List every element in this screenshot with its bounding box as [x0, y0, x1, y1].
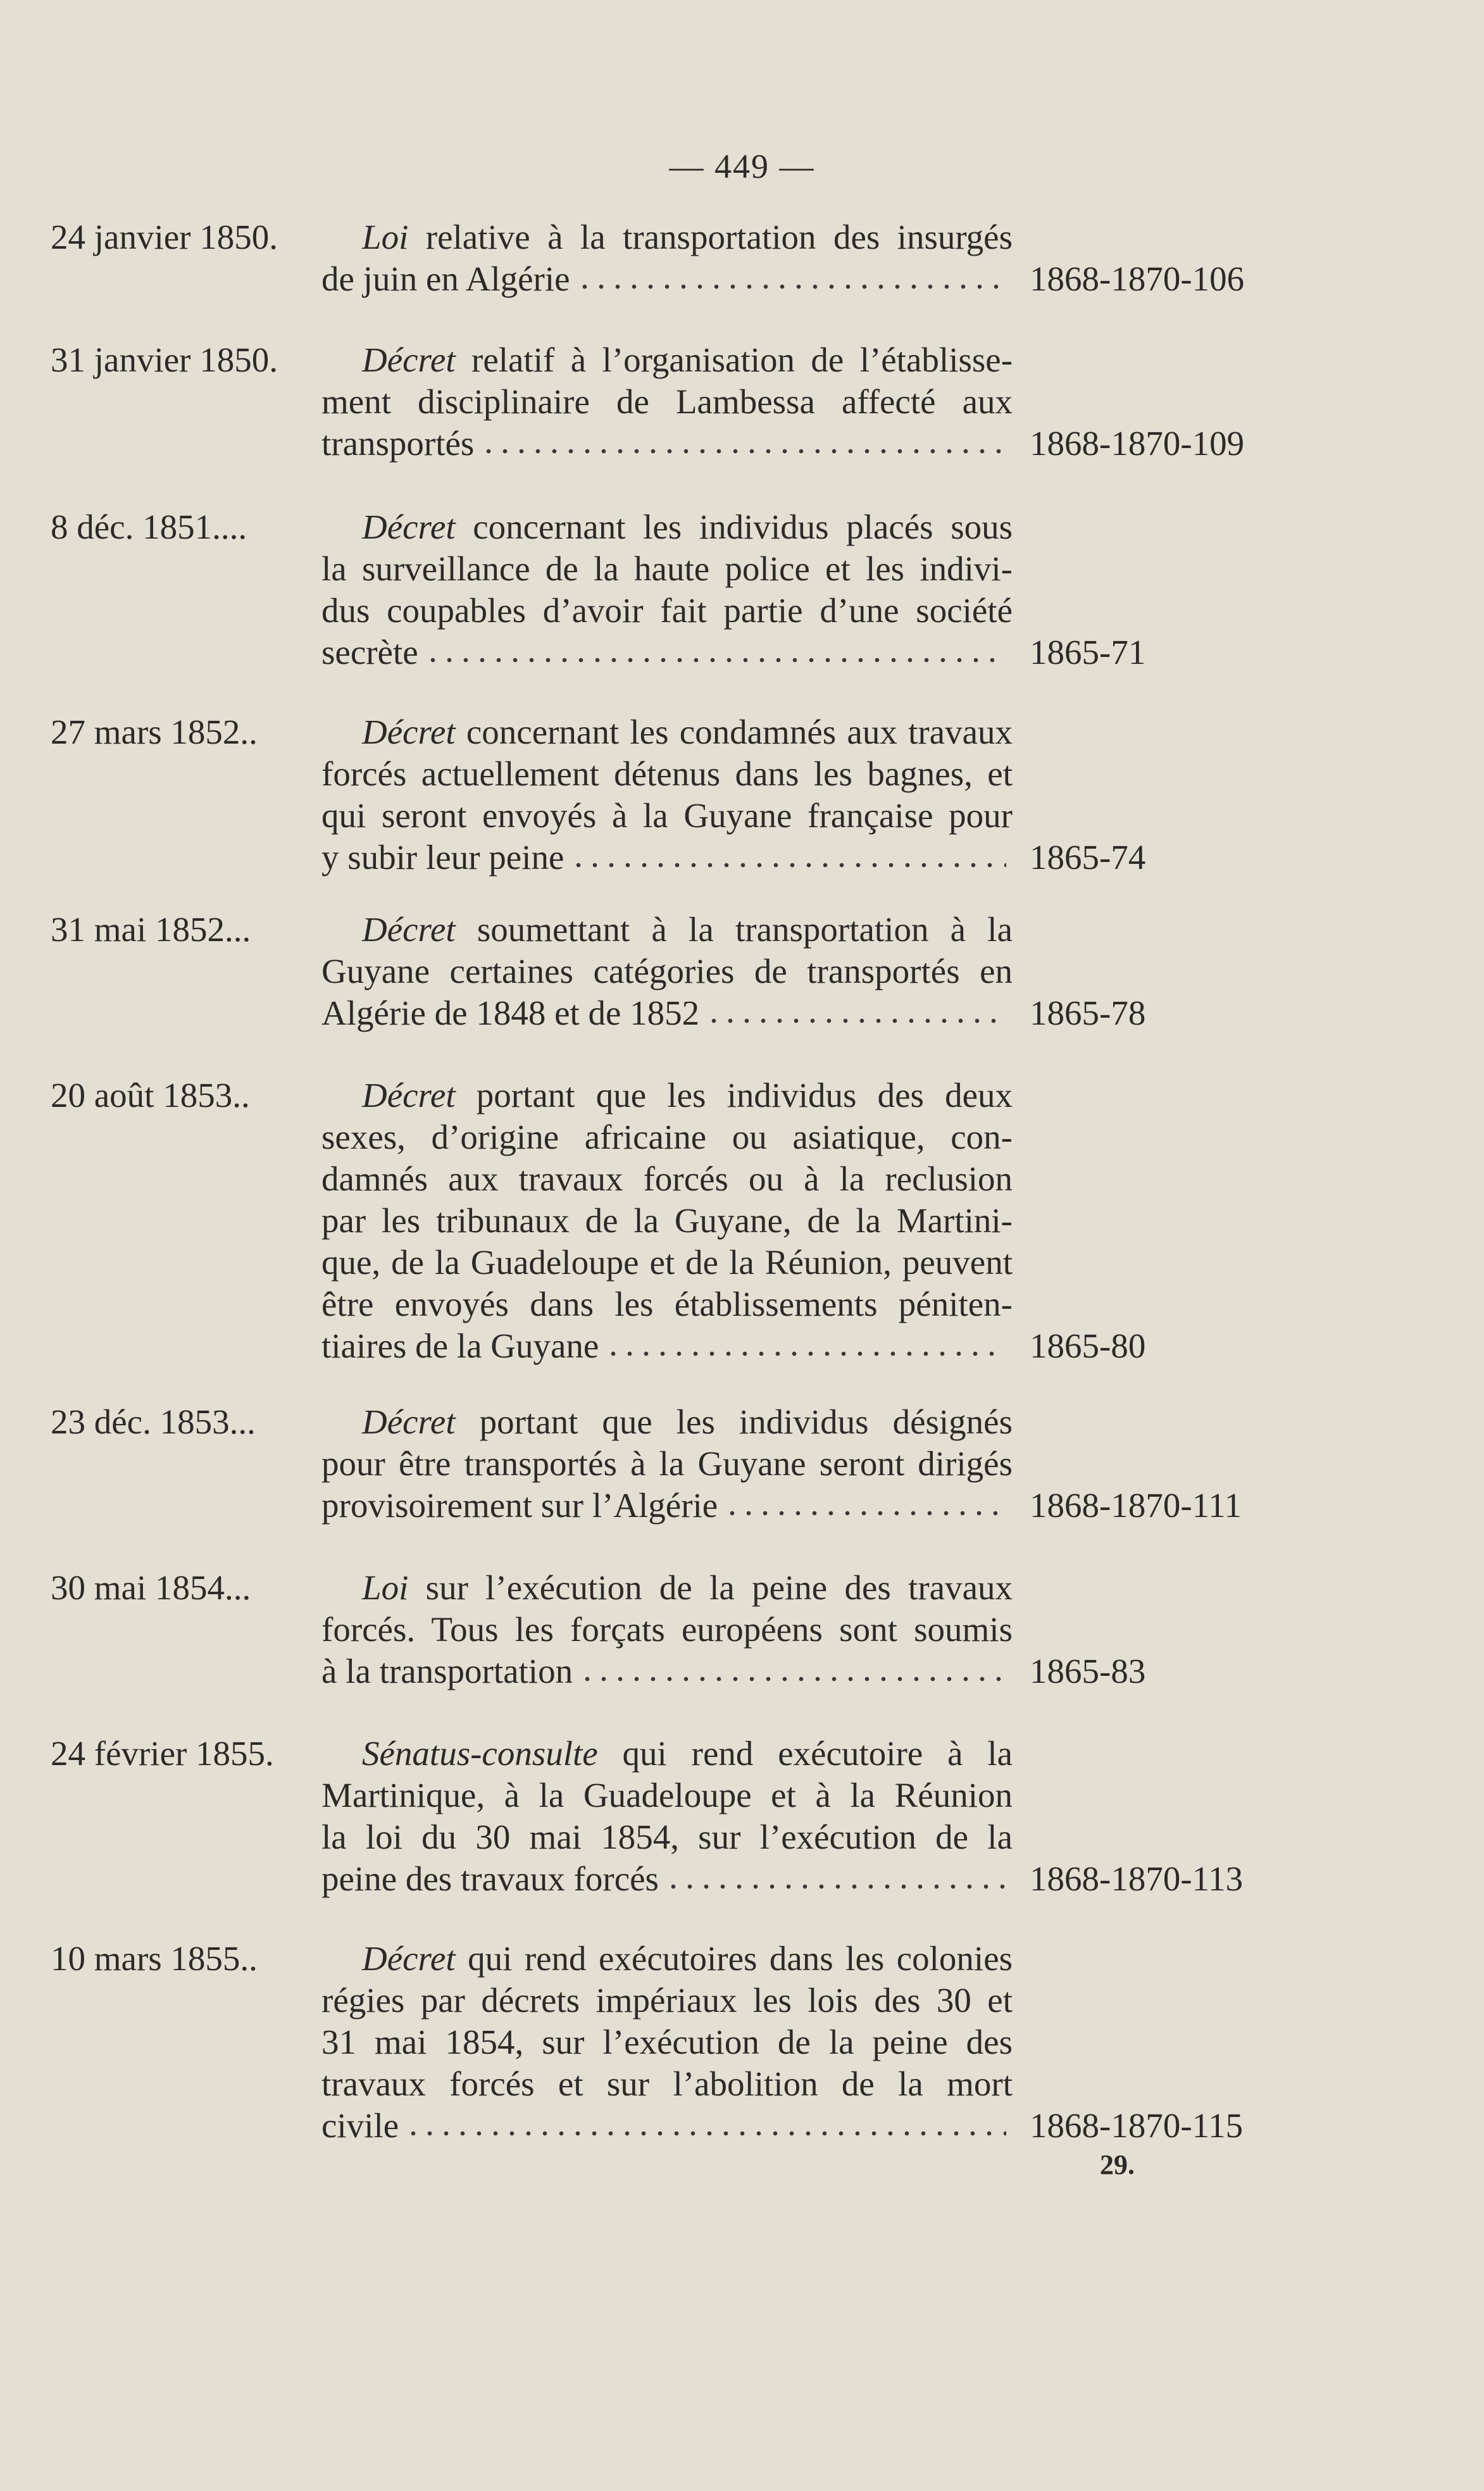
line-text: qui rend exécutoires dans les colonies: [468, 1939, 1013, 1978]
description-line: [321, 1116, 1013, 1158]
line-text: portant que les individus des deux: [476, 1076, 1013, 1114]
line-text: relative à la transportation des insurgés: [425, 218, 1013, 256]
line-text: Algérie de 1848 et de 1852: [321, 994, 700, 1032]
line-text: travaux forcés et sur l’abolition de la mort: [321, 2064, 1013, 2103]
act-type: Décret: [362, 1076, 456, 1114]
signature-mark: 29.: [1100, 2149, 1135, 2180]
entry-description: [321, 1938, 1013, 2147]
line-text: forcés. Tous les forçats européens sont soumis: [321, 1610, 1013, 1649]
line-text: soumettant à la transportation à la: [477, 910, 1013, 949]
entry-date: 30 mai 1854...: [51, 1568, 251, 1607]
line-text: secrète: [321, 633, 418, 671]
act-type: Sénatus-consulte: [362, 1734, 598, 1773]
line-text: sexes, d’origine africaine ou asiatique, con-: [321, 1118, 1013, 1156]
entry-date: 24 janvier 1850.: [51, 218, 278, 256]
description-line: [321, 951, 1013, 992]
line-text: qui seront envoyés à la Guyane française pour: [321, 796, 1013, 835]
entry-date: 8 déc. 1851....: [51, 508, 247, 546]
index-entry: [0, 339, 1484, 463]
description-line: [321, 1158, 1013, 1200]
line-text: la surveillance de la haute police et les indivi-: [321, 549, 1013, 588]
volume-page-reference: 1865-80: [1030, 1327, 1146, 1365]
line-text: Martinique, à la Guadeloupe et à la Réunion: [321, 1776, 1013, 1814]
page-number: — 449 —: [669, 147, 815, 185]
index-entry: [0, 1938, 1484, 2145]
entry-date: 20 août 1853..: [51, 1076, 250, 1114]
entry-description: [321, 506, 1013, 673]
description-last-line: [321, 1325, 1013, 1367]
volume-page-reference: 1865-78: [1030, 994, 1146, 1032]
entry-description: [321, 1567, 1013, 1692]
line-text: provisoirement sur l’Algérie: [321, 1486, 718, 1525]
line-text: ment disciplinaire de Lambessa affecté aux: [321, 382, 1013, 421]
description-line: [321, 711, 1013, 753]
act-type: Loi: [362, 218, 409, 256]
description-line: [321, 2063, 1013, 2105]
act-type: Loi: [362, 1568, 409, 1607]
description-last-line: [321, 1485, 1013, 1526]
volume-page-reference: 1865-71: [1030, 633, 1146, 671]
dot-leader: [665, 1883, 1006, 1890]
dot-leader: [425, 657, 1006, 663]
line-text: transportés: [321, 424, 475, 463]
volume-page-reference: 1865-83: [1030, 1652, 1146, 1690]
entry-date: 10 mars 1855..: [51, 1939, 258, 1978]
act-type: Décret: [362, 508, 456, 546]
description-line: [321, 590, 1013, 632]
line-text: forcés actuellement détenus dans les bagnes, et: [321, 754, 1013, 793]
description-last-line: [321, 1651, 1013, 1692]
description-line: [321, 1733, 1013, 1775]
description-line: [321, 1567, 1013, 1609]
line-text: concernant les individus placés sous: [473, 508, 1013, 546]
line-text: tiaires de la Guyane: [321, 1327, 599, 1365]
index-entry: [0, 1567, 1484, 1690]
description-last-line: [321, 632, 1013, 673]
volume-page-reference: 1868-1870-109: [1030, 424, 1245, 463]
entry-description: [321, 1401, 1013, 1526]
line-text: sur l’exécution de la peine des travaux: [425, 1568, 1013, 1607]
dot-leader: [405, 2130, 1006, 2137]
line-text: la loi du 30 mai 1854, sur l’exécution de la: [321, 1818, 1013, 1856]
line-text: pour être transportés à la Guyane seront dirigés: [321, 1444, 1013, 1483]
description-last-line: [321, 423, 1013, 465]
entry-description: [321, 339, 1013, 465]
volume-page-reference: 1865-74: [1030, 838, 1146, 877]
entry-date: 24 février 1855.: [51, 1734, 274, 1773]
dot-leader: [605, 1351, 1006, 1357]
index-entry: [0, 1733, 1484, 1898]
entry-description: [321, 711, 1013, 878]
act-type: Décret: [362, 1402, 456, 1441]
index-entry: [0, 909, 1484, 1032]
description-last-line: [321, 258, 1013, 300]
line-text: peine des travaux forcés: [321, 1859, 659, 1898]
description-line: [321, 1283, 1013, 1325]
description-line: [321, 216, 1013, 258]
line-text: 31 mai 1854, sur l’exécution de la peine des: [321, 2023, 1013, 2061]
entry-description: [321, 1733, 1013, 1900]
description-line: [321, 1443, 1013, 1485]
description-line: [321, 1200, 1013, 1242]
description-line: [321, 909, 1013, 951]
dot-leader: [480, 448, 1006, 454]
description-last-line: [321, 2105, 1013, 2147]
entry-description: [321, 1075, 1013, 1367]
line-text: régies par décrets impériaux les lois des 30 et: [321, 1981, 1013, 2020]
line-text: civile: [321, 2106, 399, 2145]
line-text: concernant les condamnés aux travaux: [466, 713, 1013, 751]
index-entry: [0, 711, 1484, 877]
entry-date: 31 janvier 1850.: [51, 340, 278, 379]
index-entry: [0, 506, 1484, 671]
description-line: [321, 753, 1013, 795]
description-line: [321, 1938, 1013, 1980]
description-line: [321, 506, 1013, 548]
line-text: damnés aux travaux forcés ou à la reclusion: [321, 1159, 1013, 1198]
line-text: relatif à l’organisation de l’établisse-: [471, 340, 1013, 379]
description-line: [321, 1775, 1013, 1816]
description-last-line: [321, 1858, 1013, 1900]
description-last-line: [321, 992, 1013, 1034]
description-line: [321, 381, 1013, 423]
description-last-line: [321, 837, 1013, 878]
entry-description: [321, 216, 1013, 300]
act-type: Décret: [362, 1939, 456, 1978]
index-entry: [0, 1075, 1484, 1365]
line-text: à la transportation: [321, 1652, 573, 1690]
line-text: de juin en Algérie: [321, 259, 570, 298]
line-text: par les tribunaux de la Guyane, de la Martini-: [321, 1201, 1013, 1240]
dot-leader: [706, 1018, 1006, 1024]
dot-leader: [570, 862, 1006, 868]
entry-date: 31 mai 1852...: [51, 910, 251, 949]
entry-date: 27 mars 1852..: [51, 713, 258, 751]
dot-leader: [724, 1510, 1006, 1516]
line-text: être envoyés dans les établissements péniten-: [321, 1285, 1013, 1323]
volume-page-reference: 1868-1870-113: [1030, 1859, 1244, 1898]
description-line: [321, 1609, 1013, 1651]
act-type: Décret: [362, 340, 456, 379]
description-line: [321, 339, 1013, 381]
volume-page-reference: 1868-1870-111: [1030, 1486, 1242, 1525]
line-text: qui rend exécutoire à la: [622, 1734, 1013, 1773]
description-line: [321, 1980, 1013, 2021]
description-line: [321, 1242, 1013, 1283]
line-text: y subir leur peine: [321, 838, 564, 877]
line-text: dus coupables d’avoir fait partie d’une société: [321, 591, 1013, 630]
volume-page-reference: 1868-1870-115: [1030, 2106, 1244, 2145]
description-line: [321, 1075, 1013, 1116]
description-line: [321, 1816, 1013, 1858]
line-text: portant que les individus désignés: [479, 1402, 1013, 1441]
entry-description: [321, 909, 1013, 1034]
description-line: [321, 795, 1013, 837]
index-entry: [0, 1401, 1484, 1525]
line-text: Guyane certaines catégories de transportés en: [321, 952, 1013, 990]
description-line: [321, 548, 1013, 590]
volume-page-reference: 1868-1870-106: [1030, 259, 1245, 298]
entry-date: 23 déc. 1853...: [51, 1402, 256, 1441]
dot-leader: [577, 284, 1006, 290]
dot-leader: [579, 1676, 1006, 1682]
description-line: [321, 2021, 1013, 2063]
line-text: que, de la Guadeloupe et de la Réunion, peuvent: [321, 1243, 1013, 1282]
description-line: [321, 1401, 1013, 1443]
act-type: Décret: [362, 713, 456, 751]
index-entry: [0, 216, 1484, 298]
act-type: Décret: [362, 910, 456, 949]
